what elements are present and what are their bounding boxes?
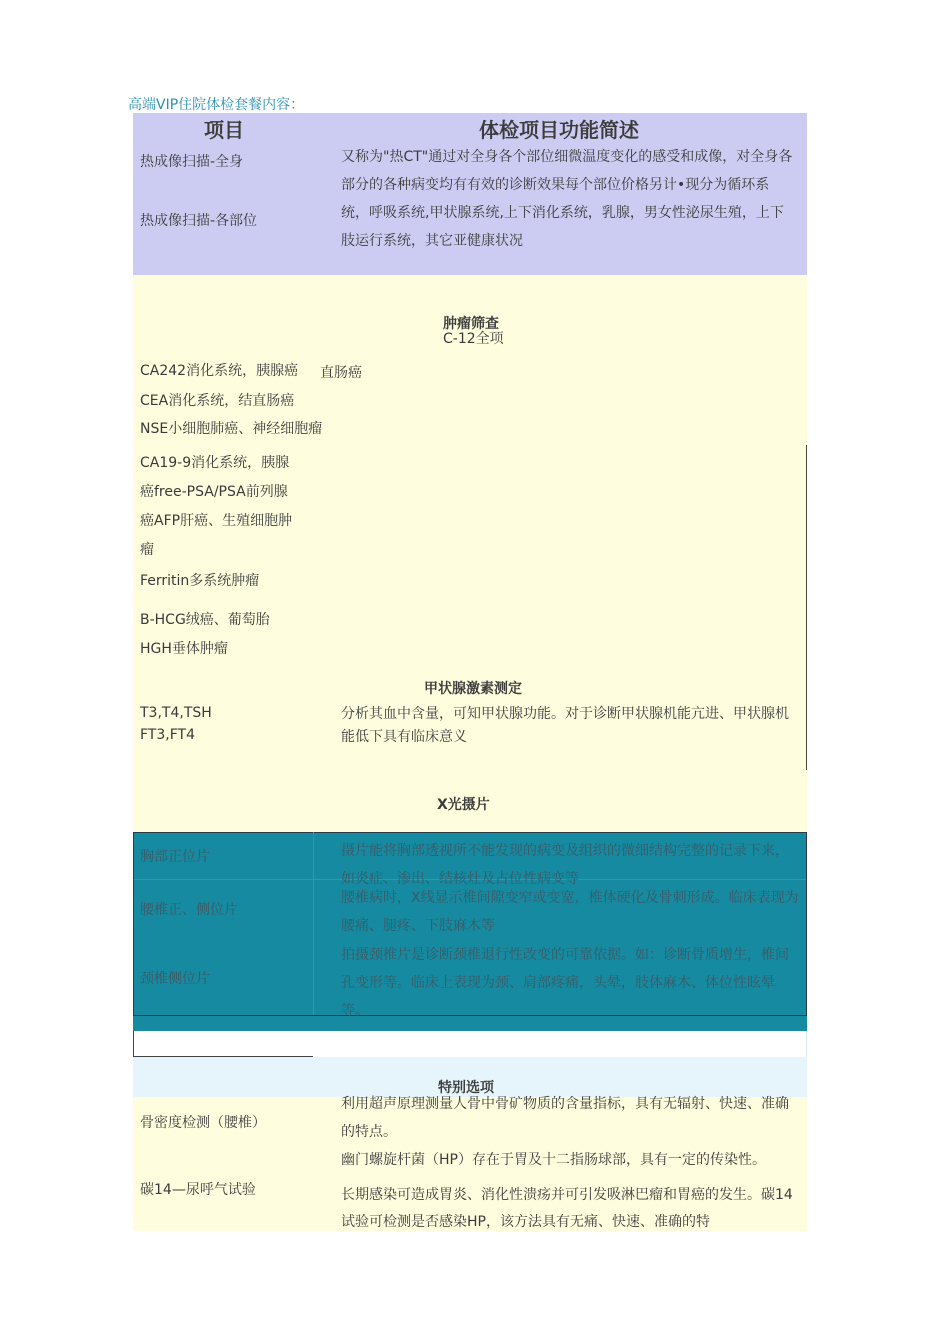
xray-item-lumbar: 腰椎正、侧位片	[140, 902, 238, 918]
document-title: 高端VIP住院体检套餐内容：	[128, 97, 305, 113]
column-header-item: 项目	[204, 118, 244, 142]
special-heading: 特别选项	[438, 1080, 494, 1096]
thermal-item-parts: 热成像扫描-各部位	[140, 213, 258, 229]
tumor-line-tumor: 瘤	[140, 542, 154, 558]
special-desc-c14: 长期感染可造成胃炎、消化性溃疡并可引发吸淋巴瘤和胃癌的发生。碳14试验可检测是否感染HP，该方法具有无痛、快速、准确的特	[341, 1187, 793, 1230]
xray-heading: X光摄片	[437, 797, 490, 813]
column-header-description: 体检项目功能简述	[479, 118, 639, 142]
tumor-line-ca242: CA242消化系统，胰腺癌	[140, 363, 299, 379]
table-right-border	[806, 445, 807, 770]
blank-row	[133, 1031, 807, 1057]
tumor-line-psa: 癌free-PSA/PSA前列腺	[140, 484, 288, 500]
special-item-bone-density: 骨密度检测（腰椎）	[140, 1115, 266, 1131]
tumor-heading: 肿瘤筛查	[443, 316, 499, 332]
tumor-right-label: 直肠癌	[320, 365, 362, 381]
thermal-description: 又称为"热CT"通过对全身各个部位细微温度变化的感受和成像，对全身各部分的各种病变均有有效的诊断效果每个部位价格另计•现分为循环系统，呼吸系统,甲状腺系统,上下消化系统，乳腺，男女性泌尿生殖，上下肢运行系统，其它亚健康状况	[341, 149, 793, 249]
xray-item-cervical: 颈椎侧位片	[140, 971, 210, 987]
xray-bottom-band	[133, 1015, 807, 1032]
thyroid-heading: 甲状腺激素测定	[424, 681, 522, 697]
tumor-line-bhcg: B-HCG绒癌、葡萄胎	[140, 612, 270, 628]
xray-column-divider	[313, 832, 314, 1016]
tumor-line-ferritin: Ferritin多系统肿瘤	[140, 573, 260, 589]
special-item-c14: 碳14—尿呼气试验	[140, 1182, 256, 1198]
xray-item-chest: 胸部正位片	[140, 849, 210, 865]
thermal-item-fullbody: 热成像扫描-全身	[140, 154, 244, 170]
tumor-line-afp: 癌AFP肝癌、生殖细胞肿	[140, 513, 293, 529]
xray-desc-lumbar: 腰椎病时，X线显示椎间隙变窄或变宽，椎体硬化及骨刺形成。临床表现为腰痛、腿疼、下肢麻木等	[341, 890, 799, 934]
thyroid-item-t3t4tsh: T3,T4,TSH	[140, 705, 212, 721]
tumor-subheading: C-12全项	[443, 331, 504, 347]
thyroid-item-ft3ft4: FT3,FT4	[140, 727, 195, 743]
tumor-line-ca199: CA19-9消化系统，胰腺	[140, 455, 290, 471]
tumor-line-nse: NSE小细胞肺癌、神经细胞瘤	[140, 421, 323, 437]
xray-desc-chest: 摄片能将胸部透视所不能发现的病变及组织的微细结构完整的记录下来，如炎症、渗出、结核灶及占位性病变等	[341, 843, 789, 887]
special-desc-hp-intro: 幽门螺旋杆菌（HP）存在于胃及十二指肠球部，具有一定的传染性。	[341, 1152, 766, 1168]
thyroid-description: 分析其血中含量，可知甲状腺功能。对于诊断甲状腺机能亢进、甲状腺机能低下具有临床意义	[341, 706, 789, 745]
tumor-line-hgh: HGH垂体肿瘤	[140, 641, 228, 657]
xray-desc-cervical: 拍摄颈椎片是诊断颈椎退行性改变的可靠依据。如：诊断骨质增生，椎间孔变形等。临床上表现为颈、肩部疼痛，头晕，肢体麻木、体位性眩晕等。	[341, 947, 789, 1019]
special-desc-bone-density: 利用超声原理测量人骨中骨矿物质的含量指标，具有无辐射、快速、准确的特点。	[341, 1096, 789, 1140]
tumor-line-cea: CEA消化系统，结直肠癌	[140, 393, 295, 409]
